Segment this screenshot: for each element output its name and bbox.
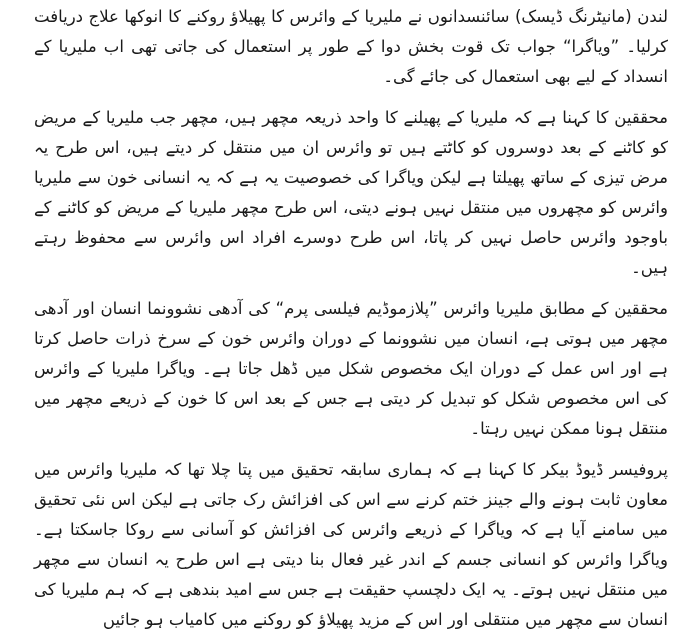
article-body [34,2,668,635]
article-paragraph-researchers: محققین کا کہنا ہے کہ ملیریا کے پھیلنے کا واحد ذریعہ مچھر ہیں، مچھر جب ملیریا کے مریض کو کاٹنے کے بعد دوسروں کو کاٹتے ہیں تو وائرس ان میں منتقل کر دیتے ہیں، اس طرح یہ مرض تیزی کے ساتھ پھیلتا ہے لیکن ویاگرا کی خصوصیت یہ ہے کہ یہ انسانی خون سے ملیریا وائرس کو مچھروں میں منتقل نہیں ہونے دیتی، اس طرح مچھر ملیریا کے مریض کو کاٹنے کے باوجود وائرس حاصل نہیں کر پاتا، اس طرح دوسرے افراد اس وائرس سے محفوظ رہتے ہیں۔ [34,108,668,277]
article-paragraph-professor: پروفیسر ڈیوڈ بیکر کا کہنا ہے کہ ہماری سابقہ تحقیق میں پتا چلا تھا کہ ملیریا وائرس میں معاون ثابت ہونے والے جینز ختم کرنے سے اس کی افزائش رک جاتی ہے لیکن اس نئی تحقیق میں سامنے آیا ہے کہ ویاگرا کے ذریعے وائرس کی افزائش کو آسانی سے روکا جاسکتا ہے۔ ویاگرا وائرس کو انسانی جسم کے اندر غیر فعال بنا دیتی ہے اس طرح یہ انسان سے مچھر میں منتقل نہیں ہوتے۔ یہ ایک دلچسپ حقیقت ہے جس سے امید بندھی ہے کہ ہم ملیریا کی انسان سے مچھر میں منتقلی اور اس کے مزید پھیلاؤ کو روکنے میں کامیاب ہو جائیں [34,460,668,629]
article-paragraph-plasmodium: محققین کے مطابق ملیریا وائرس ”پلازموڈیم فیلسی پرم“ کی آدھی نشوونما انسان اور آدھی مچھر میں ہوتی ہے، انسان میں نشوونما کے دوران وائرس خون کے سرخ ذرات حاصل کرتا ہے اور اس عمل کے دوران ایک مخصوص شکل میں ڈھل جاتا ہے۔ ویاگرا ملیریا کے وائرس کی اس مخصوص شکل کو تبدیل کر دیتی ہے جس کے بعد اس کا خون کے ذریعے مچھر میں منتقل ہونا ممکن نہیں رہتا۔ [34,299,668,438]
article-paragraph-intro: لندن (مانیٹرنگ ڈیسک) سائنسدانوں نے ملیریا کے وائرس کا پھیلاؤ روکنے کا انوکھا علاج دریافت کرلیا۔ ”ویاگرا“ جواب تک قوت بخش دوا کے طور پر استعمال کی جاتی تھی اب ملیریا کے انسداد کے لیے بھی استعمال کی جائے گی۔ [34,7,668,86]
